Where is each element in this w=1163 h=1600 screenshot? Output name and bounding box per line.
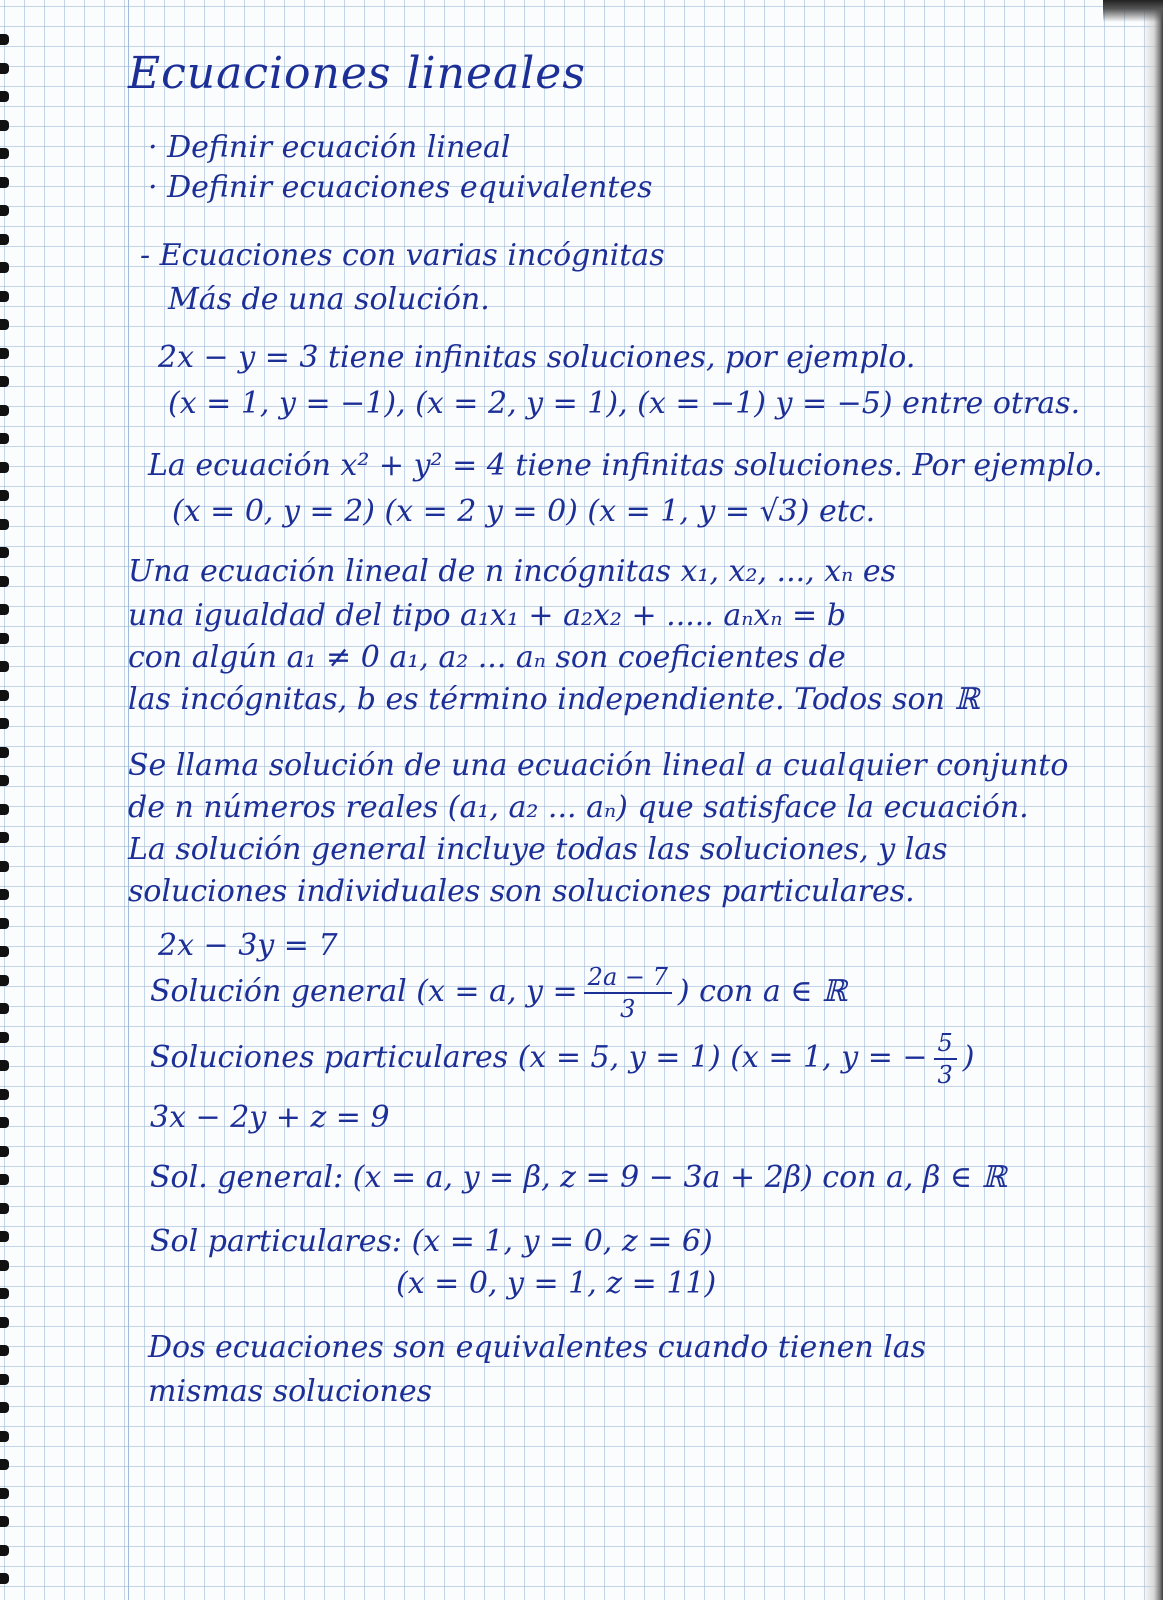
binding-hole — [0, 775, 9, 786]
binding-hole — [0, 576, 9, 587]
definition-line: Una ecuación lineal de n incógnitas x₁, x₂, ..., xₙ es — [128, 554, 896, 589]
binding-hole — [0, 1032, 9, 1043]
binding-hole — [0, 1003, 9, 1014]
example-line: 2x − y = 3 tiene infinitas soluciones, por ejemplo. — [158, 340, 916, 375]
binding-hole — [0, 34, 9, 45]
fraction-numerator: 5 — [934, 1031, 957, 1060]
particular-solution-label: Soluciones particulares — [150, 1040, 509, 1075]
binding-hole — [0, 918, 9, 929]
particular-solution-2-close: ) — [962, 1040, 975, 1075]
equivalence-line: Dos ecuaciones son equivalentes cuando tienen las — [148, 1330, 927, 1365]
binding-hole — [0, 1488, 9, 1499]
fraction-denominator: 3 — [620, 995, 636, 1023]
binding-hole — [0, 1345, 9, 1356]
binding-hole — [0, 1260, 9, 1271]
binding-hole — [0, 747, 9, 758]
solution-text-line: La solución general incluye todas las soluciones, y las — [128, 832, 948, 867]
fraction — [934, 1031, 957, 1087]
binding-hole — [0, 519, 9, 530]
binding-hole — [0, 1060, 9, 1071]
binding-hole — [0, 1545, 9, 1556]
general-solution-domain: con a ∈ ℝ — [699, 974, 847, 1009]
general-solution-line: Sol. general: (x = a, y = β, z = 9 − 3a + 2β) con a, β ∈ ℝ — [150, 1160, 1007, 1195]
definition-line: las incógnitas, b es término independiente. Todos son ℝ — [128, 682, 980, 717]
binding-hole — [0, 462, 9, 473]
equation: 3x − 2y + z = 9 — [150, 1100, 390, 1135]
binding-hole — [0, 348, 9, 359]
binding-hole — [0, 148, 9, 159]
binding-hole — [0, 205, 9, 216]
bullet-item: · Definir ecuación lineal — [148, 130, 511, 165]
binding-hole — [0, 1117, 9, 1128]
page-edge-shadow — [1143, 0, 1163, 1600]
definition-line: una igualdad del tipo a₁x₁ + a₂x₂ + ..... aₙxₙ = b — [128, 598, 846, 633]
binding-hole — [0, 975, 9, 986]
particular-solution-2-open: (x = 1, y = − — [730, 1040, 928, 1075]
general-solution-label: Solución general — [150, 974, 407, 1009]
binding-hole — [0, 376, 9, 387]
binding-hole — [0, 946, 9, 957]
binding-hole — [0, 91, 9, 102]
binding-hole — [0, 1516, 9, 1527]
binding-hole — [0, 262, 9, 273]
bullet-item: · Definir ecuaciones equivalentes — [148, 170, 653, 205]
definition-line: con algún a₁ ≠ 0 a₁, a₂ ... aₙ son coeficientes de — [128, 640, 846, 675]
binding-hole — [0, 1431, 9, 1442]
solution-text-line: de n números reales (a₁, a₂ ... aₙ) que satisface la ecuación. — [128, 790, 1029, 825]
binding-hole — [0, 1573, 9, 1584]
binding-hole — [0, 120, 9, 131]
binding-hole — [0, 1374, 9, 1385]
binding-hole — [0, 177, 9, 188]
binding-hole — [0, 661, 9, 672]
binding-hole — [0, 405, 9, 416]
binding-hole — [0, 1203, 9, 1214]
equivalence-line: mismas soluciones — [148, 1374, 433, 1409]
binding-hole — [0, 1288, 9, 1299]
general-solution-close: ) — [677, 974, 690, 1009]
binding-hole — [0, 1459, 9, 1470]
binding-hole — [0, 861, 9, 872]
example-line: (x = 0, y = 2) (x = 2 y = 0) (x = 1, y = √3) etc. — [172, 494, 876, 529]
binding-hole — [0, 633, 9, 644]
solution-text-line: Se llama solución de una ecuación lineal a cualquier conjunto — [128, 748, 1069, 783]
binding-hole — [0, 832, 9, 843]
particular-solution-line — [150, 1029, 975, 1089]
spiral-binding-holes — [0, 0, 14, 1600]
example-line: La ecuación x² + y² = 4 tiene infinitas soluciones. Por ejemplo. — [148, 448, 1103, 483]
particular-solution-1: (x = 5, y = 1) — [517, 1040, 721, 1075]
binding-hole — [0, 718, 9, 729]
binding-hole — [0, 63, 9, 74]
particular-solution-line: Sol particulares: (x = 1, y = 0, z = 6) — [150, 1224, 713, 1259]
binding-hole — [0, 1231, 9, 1242]
binding-hole — [0, 547, 9, 558]
binding-hole — [0, 319, 9, 330]
general-solution-line — [150, 963, 847, 1023]
fraction-denominator: 3 — [937, 1061, 953, 1089]
binding-hole — [0, 604, 9, 615]
equation: 2x − 3y = 7 — [158, 928, 338, 963]
binding-hole — [0, 291, 9, 302]
binding-hole — [0, 1146, 9, 1157]
binding-hole — [0, 1317, 9, 1328]
binding-hole — [0, 1402, 9, 1413]
binding-hole — [0, 234, 9, 245]
page-title: Ecuaciones lineales — [128, 48, 586, 99]
binding-hole — [0, 1174, 9, 1185]
binding-hole — [0, 889, 9, 900]
binding-hole — [0, 690, 9, 701]
binding-hole — [0, 804, 9, 815]
fraction-numerator: 2a − 7 — [584, 965, 672, 994]
binding-hole — [0, 1089, 9, 1100]
particular-solution-line: (x = 0, y = 1, z = 11) — [396, 1266, 717, 1301]
binding-hole — [0, 490, 9, 501]
solution-text-line: soluciones individuales son soluciones particulares. — [128, 874, 915, 909]
intro-line: - Ecuaciones con varias incógnitas — [140, 238, 665, 273]
binding-hole — [0, 433, 9, 444]
example-line: (x = 1, y = −1), (x = 2, y = 1), (x = −1) y = −5) entre otras. — [168, 386, 1081, 421]
page-corner-shadow — [1103, 0, 1163, 22]
intro-line: Más de una solución. — [168, 282, 490, 317]
fraction — [584, 965, 672, 1021]
general-solution-open: (x = a, y = — [416, 974, 578, 1009]
